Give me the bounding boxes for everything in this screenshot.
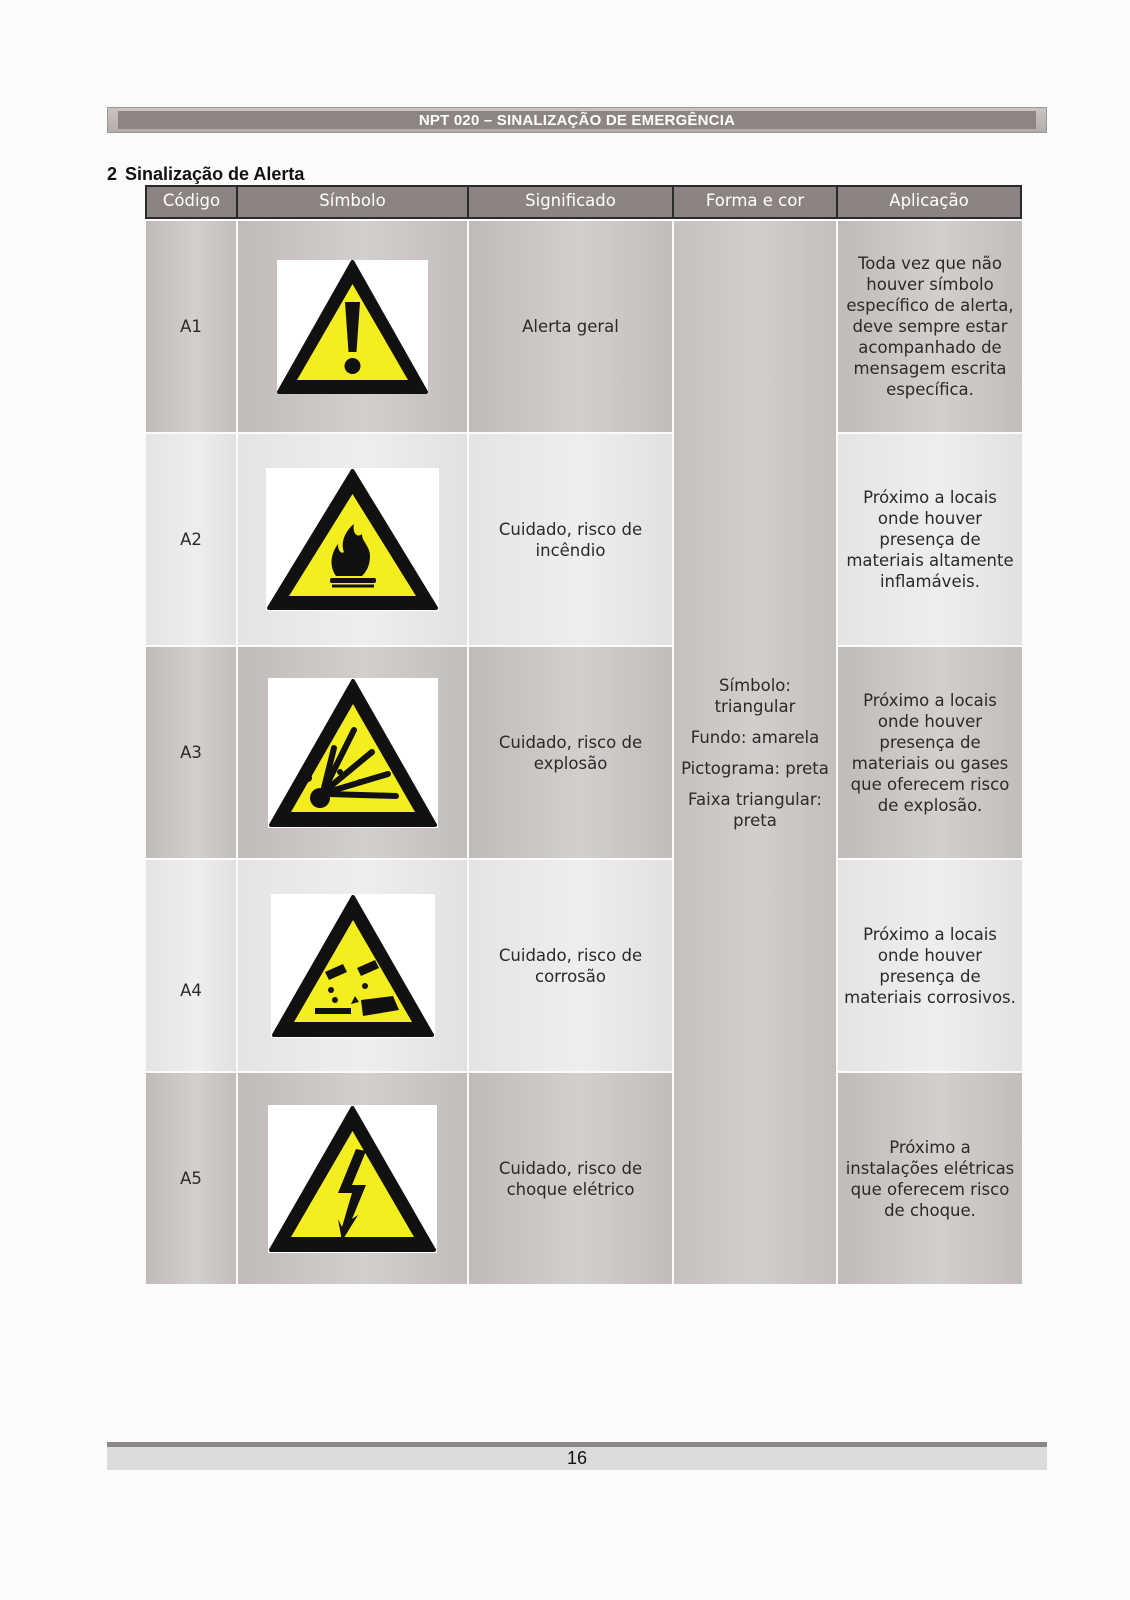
- table-row: [146, 221, 1022, 432]
- electric-shock-warning-icon: [268, 1105, 437, 1253]
- page-number: 16: [566, 1448, 588, 1468]
- section-title: Sinalização de Alerta: [125, 164, 305, 184]
- document-footer-bar: [107, 1442, 1047, 1470]
- code-cell: A2: [146, 434, 236, 645]
- symbol-cell: [238, 1073, 467, 1284]
- explosion-warning-icon: [268, 678, 438, 828]
- code-cell: A4: [146, 860, 236, 1071]
- symbol-cell: [238, 434, 467, 645]
- symbol-cell: [238, 647, 467, 858]
- forma-line-pictograma: Pictograma: preta: [681, 758, 829, 778]
- header-title: NPT 020 – SINALIZAÇÃO DE EMERGÊNCIA: [418, 111, 736, 129]
- table-row: [146, 434, 1022, 645]
- meaning-cell: Cuidado, risco de incêndio: [469, 434, 672, 645]
- column-header-forma-e-cor: Forma e cor: [674, 187, 838, 217]
- code-cell: A1: [146, 221, 236, 432]
- column-header-aplicacao: Aplicação: [889, 190, 969, 210]
- table-row: [146, 647, 1022, 858]
- application-cell: Toda vez que não houver símbolo específico de alerta, deve sempre estar acompanhado de mensagem escrita específica.: [838, 221, 1022, 432]
- forma-line-faixa: Faixa triangular: preta: [688, 789, 822, 830]
- column-header-simbolo: Símbolo: [238, 187, 469, 217]
- table-header-row: [145, 185, 1022, 219]
- code-cell: A3: [146, 647, 236, 858]
- signs-table: [146, 221, 1022, 1284]
- forma-line-simbolo: Símbolo: triangular: [714, 675, 796, 716]
- meaning-cell: Cuidado, risco de explosão: [469, 647, 672, 858]
- symbol-cell: [238, 860, 467, 1071]
- column-header-codigo: Código: [147, 187, 238, 217]
- column-header-significado: Significado: [469, 187, 674, 217]
- meaning-cell: Alerta geral: [469, 221, 672, 432]
- code-cell: A5: [146, 1073, 236, 1284]
- section-heading: [107, 164, 304, 185]
- section-number: 2: [107, 164, 118, 184]
- meaning-cell: Cuidado, risco de choque elétrico: [469, 1073, 672, 1284]
- corrosion-warning-icon: [271, 894, 435, 1038]
- meaning-cell: Cuidado, risco de corrosão: [469, 860, 672, 1071]
- application-cell: Próximo a locais onde houver presença de materiais ou gases que oferecem risco de explosão.: [838, 647, 1022, 858]
- header-inner: [118, 111, 1036, 129]
- application-cell: Próximo a instalações elétricas que oferecem risco de choque.: [838, 1073, 1022, 1284]
- application-cell: Próximo a locais onde houver presença de materiais altamente inflamáveis.: [838, 434, 1022, 645]
- forma-e-cor-cell: [674, 221, 836, 1284]
- table-row: [146, 1073, 1022, 1284]
- forma-line-fundo: Fundo: amarela: [690, 727, 820, 747]
- table-row: [146, 860, 1022, 1071]
- symbol-cell: [238, 221, 467, 432]
- application-cell: Próximo a locais onde houver presença de materiais corrosivos.: [838, 860, 1022, 1071]
- fire-warning-icon: [266, 468, 439, 611]
- exclamation-warning-icon: [277, 260, 428, 394]
- document-header-bar: [107, 107, 1047, 133]
